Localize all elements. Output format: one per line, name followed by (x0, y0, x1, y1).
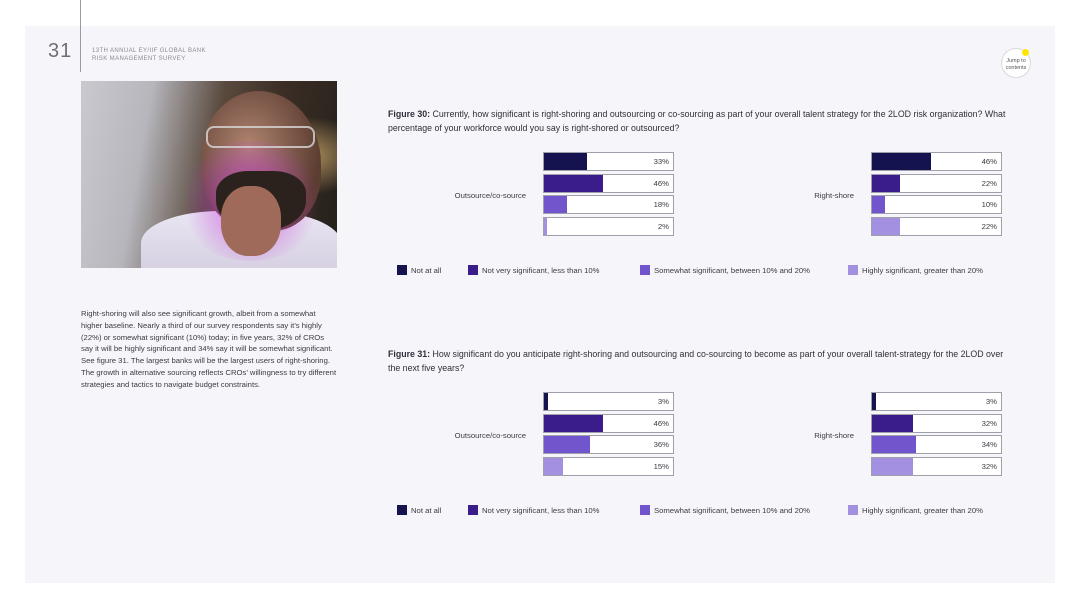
legend-item (397, 265, 441, 275)
bar-fill (544, 153, 587, 170)
legend-item (848, 505, 983, 515)
report-header-line1: 13TH ANNUAL EY/IIF GLOBAL BANK (92, 48, 206, 54)
figure-30-title (388, 108, 1013, 135)
bar-fill (872, 393, 876, 410)
figure-31-prefix: Figure 31: (388, 349, 431, 359)
header-divider (80, 0, 81, 72)
bar (871, 457, 1002, 476)
bar-value-label: 32% (981, 461, 997, 471)
bar (543, 435, 674, 454)
legend-label: Not at all (411, 266, 442, 275)
bar (543, 392, 674, 411)
bar-fill (544, 393, 548, 410)
legend-label: Not very significant, less than 10% (482, 266, 600, 275)
bar (543, 195, 674, 214)
bar-value-label: 34% (981, 440, 997, 449)
bar-value-label: 18% (653, 200, 669, 209)
bar-value-label: 46% (653, 178, 669, 188)
legend-label: Not at all (411, 506, 442, 515)
legend-swatch (848, 265, 858, 275)
figure-31-question: How significant do you anticipate right-shoring and outsourcing and co-sourcing to become as part of your overall talent-strategy for the 2LOD over the next five years? (388, 349, 1004, 373)
bar-value-label: 10% (981, 200, 997, 209)
legend-item (640, 265, 810, 275)
report-header-line2: RISK MANAGEMENT SURVEY (92, 56, 186, 62)
legend-swatch (640, 505, 650, 515)
bar-fill (544, 175, 603, 192)
bar-fill (872, 153, 931, 170)
legend-swatch (468, 505, 478, 515)
legend-item (640, 505, 810, 515)
jump-label-line1: Jump to (1006, 58, 1026, 64)
bar-value-label: 15% (653, 461, 669, 471)
man-with-glasses-photo (81, 81, 337, 268)
bar (543, 217, 674, 236)
bar-fill (872, 218, 900, 235)
bar-value-label: 32% (981, 418, 997, 428)
bar (543, 174, 674, 193)
series-label: Right-shore (814, 431, 854, 440)
figure-31-title (388, 348, 1013, 375)
legend-label: Not very significant, less than 10% (482, 506, 600, 515)
bar-fill (872, 415, 913, 432)
bar (871, 174, 1002, 193)
bar-fill (544, 458, 563, 475)
bar (871, 195, 1002, 214)
bar-fill (872, 458, 913, 475)
figure-30-question: Currently, how significant is right-shoring and outsourcing or co-sourcing as part of your overall talent strategy for the 2LOD risk organization? What percentage of your workforce would you say is right-shored or outsourced? (388, 109, 1006, 133)
series-label: Outsource/co-source (454, 431, 526, 440)
bar (543, 457, 674, 476)
legend-item (397, 505, 441, 515)
legend-label: Somewhat significant, between 10% and 20% (654, 506, 810, 515)
page-number: 31 (48, 40, 73, 62)
legend-label: Highly significant, greater than 20% (862, 266, 983, 275)
legend-swatch (848, 505, 858, 515)
series-label: Right-shore (814, 191, 854, 200)
bar-value-label: 36% (653, 440, 669, 449)
legend-label: Highly significant, greater than 20% (862, 506, 983, 515)
bar (871, 414, 1002, 433)
bar (871, 217, 1002, 236)
report-header (92, 47, 206, 63)
bar-value-label: 46% (653, 418, 669, 428)
bar-fill (872, 196, 885, 213)
figure-30-prefix: Figure 30: (388, 109, 431, 119)
yellow-dot-icon (1022, 49, 1029, 56)
bar (871, 392, 1002, 411)
bar (543, 152, 674, 171)
bar-value-label: 3% (985, 397, 997, 406)
bar (871, 435, 1002, 454)
legend-swatch (640, 265, 650, 275)
bar-value-label: 3% (657, 397, 669, 406)
bar (871, 152, 1002, 171)
bar-value-label: 22% (981, 221, 997, 231)
bar (543, 414, 674, 433)
body-paragraph: Right-shoring will also see significant growth, albeit from a somewhat higher baseline. Nearly a third of our survey respondents say it’s highly (22%) or somewhat significant (10%) today; in five years, 32% of CROs say it will be highly significant and 34% say it will be somewhat significant. See figure 31. The largest banks will be the largest users of right-shoring. The growth in alternative sourcing reflects CROs’ willingness to try different strategies and tactics to navigate budget constraints. (81, 309, 337, 389)
bar-value-label: 22% (981, 178, 997, 188)
bar-value-label: 46% (981, 157, 997, 166)
bar-fill (544, 436, 590, 453)
bar-fill (544, 196, 567, 213)
bar-value-label: 2% (657, 221, 669, 231)
legend-item (468, 505, 600, 515)
bar-fill (872, 436, 916, 453)
bar-fill (872, 175, 900, 192)
legend-swatch (397, 265, 407, 275)
legend-item (848, 265, 983, 275)
legend-item (468, 265, 600, 275)
bar-fill (544, 415, 603, 432)
jump-label-line2: contents (1005, 64, 1027, 71)
bar-fill (544, 218, 547, 235)
bar-value-label: 33% (653, 157, 669, 166)
series-label: Outsource/co-source (454, 191, 526, 200)
legend-swatch (397, 505, 407, 515)
legend-swatch (468, 265, 478, 275)
legend-label: Somewhat significant, between 10% and 20% (654, 266, 810, 275)
jump-to-contents-button[interactable] (1001, 48, 1031, 78)
